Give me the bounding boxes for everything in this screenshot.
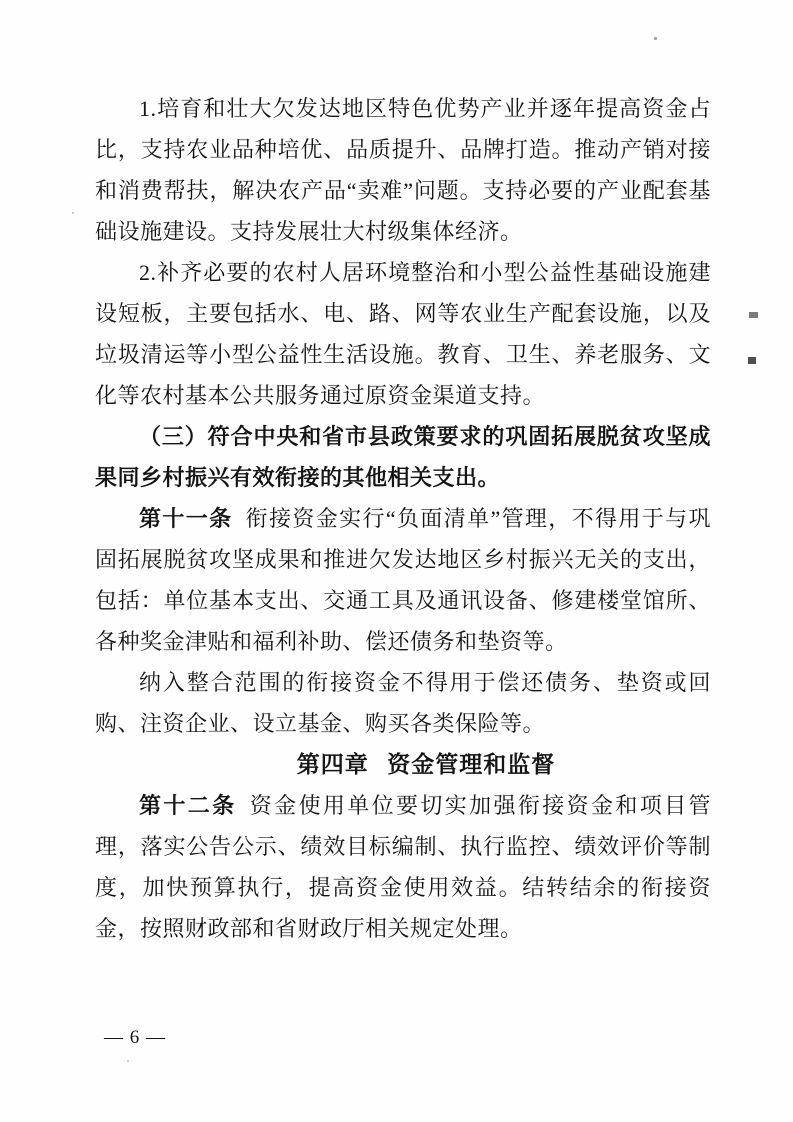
paragraph-text: 2.补齐必要的农村人居环境整治和小型公益性基础设施建设短板，主要包括水、电、路、网等农业生产配套设施，以及垃圾清运等小型公益性生活设施。教育、卫生、养老服务、文化等农村基本公共服务通过原资金渠道支持。 — [95, 260, 711, 408]
paragraph-item-5 — [95, 662, 711, 744]
chapter-title: 资金管理和监督 — [387, 751, 556, 777]
paragraph-item-2 — [95, 252, 711, 416]
paragraph-article-12 — [95, 785, 711, 949]
paragraph-text: （三）符合中央和省市县政策要求的巩固拓展脱贫攻坚成果同乡村振兴有效衔接的其他相关支出。 — [95, 424, 711, 490]
paragraph-text: 衔接资金实行“负面清单”管理，不得用于与巩固拓展脱贫攻坚成果和推进欠发达地区乡村振兴无关的支出，包括：单位基本支出、交通工具及通讯设备、修建楼堂馆所、各种奖金津贴和福利补助、偿还债务和垫资等。 — [95, 506, 711, 654]
scan-speck — [72, 212, 74, 214]
article-number-lead: 第十二条 — [139, 793, 237, 818]
page-number: — 6 — — [104, 1027, 166, 1048]
paragraph-item-1 — [95, 88, 711, 252]
scan-speck — [654, 37, 657, 40]
scan-speck — [127, 1060, 129, 1062]
chapter-heading — [95, 744, 711, 785]
paragraph-article-11 — [95, 498, 711, 662]
chapter-number: 第四章 — [296, 751, 369, 777]
scan-speck — [748, 357, 756, 364]
paragraph-item-3 — [95, 416, 711, 498]
paragraph-text: 纳入整合范围的衔接资金不得用于偿还债务、垫资或回购、注资企业、设立基金、购买各类保险等。 — [95, 670, 711, 736]
scan-speck — [749, 312, 758, 318]
document-body — [95, 88, 711, 949]
article-number-lead: 第十一条 — [139, 506, 233, 531]
paragraph-text: 资金使用单位要切实加强衔接资金和项目管理，落实公告公示、绩效目标编制、执行监控、绩效评价等制度，加快预算执行，提高资金使用效益。结转结余的衔接资金，按照财政部和省财政厅相关规定处理。 — [95, 793, 711, 941]
paragraph-text: 1.培育和壮大欠发达地区特色优势产业并逐年提高资金占比，支持农业品种培优、品质提升、品牌打造。推动产销对接和消费帮扶，解决农产品“卖难”问题。支持必要的产业配套基础设施建设。支持发展壮大村级集体经济。 — [95, 96, 711, 244]
